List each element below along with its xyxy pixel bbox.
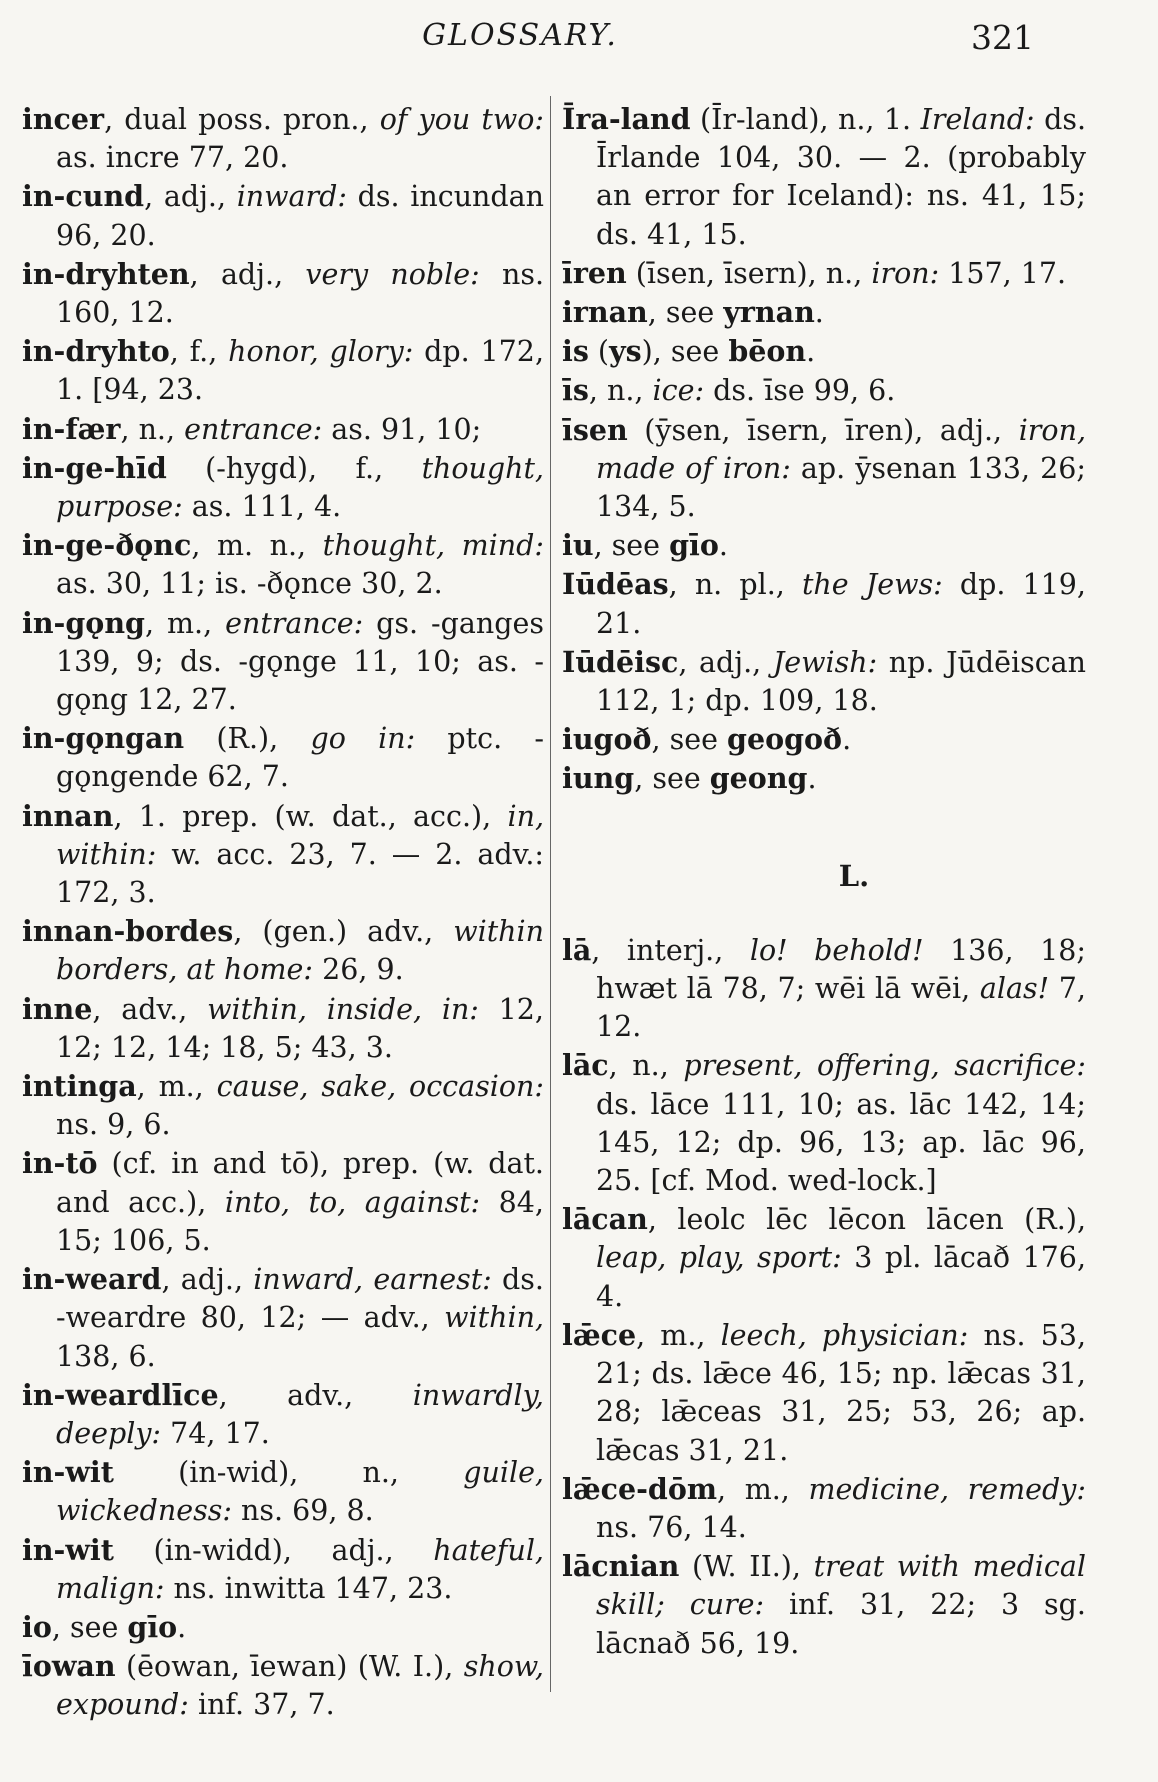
entry-gloss: thought, purpose: xyxy=(56,451,544,524)
l-entries xyxy=(562,931,1086,1663)
entry-text: as. 111, 4. xyxy=(182,490,342,524)
entry-text: , f., xyxy=(169,335,229,369)
glossary-entry xyxy=(562,332,1086,371)
entry-headword: lāc xyxy=(562,1048,609,1083)
entry-gloss: leap, play, sport: xyxy=(596,1241,842,1275)
entry-gloss: treat with medical skill; cure: xyxy=(596,1550,1086,1622)
entry-headword: īsen xyxy=(562,412,628,447)
glossary-entry xyxy=(22,177,544,254)
entry-headword: in-ge-hīd xyxy=(22,450,167,485)
entry-text: 74, 17. xyxy=(161,1416,270,1450)
glossary-entry xyxy=(562,293,1086,332)
entry-text: , n., xyxy=(120,412,185,446)
entry-gloss: honor, glory: xyxy=(228,335,414,369)
glossary-entry xyxy=(22,1376,544,1453)
entry-text: , adj., xyxy=(161,1263,254,1297)
entry-crossref: geong xyxy=(709,761,808,796)
entry-text: ds. Īrlande 104, 30. — 2. (probably an error for Iceland): ns. 41, 15; ds. 41, 15. xyxy=(596,103,1086,251)
glossary-entry xyxy=(562,720,1086,759)
entry-text: 84, 15; 106, 5. xyxy=(56,1185,544,1257)
glossary-entry xyxy=(22,449,544,526)
entry-headword: intinga xyxy=(22,1069,137,1104)
glossary-entry xyxy=(562,254,1086,293)
entry-gloss: hateful, malign: xyxy=(56,1533,544,1605)
entry-headword: lā xyxy=(562,932,592,967)
glossary-entry xyxy=(562,371,1086,410)
glossary-entry xyxy=(22,797,544,913)
entry-text: , (gen.) adv., xyxy=(233,915,454,949)
entry-text: 26, 9. xyxy=(313,953,404,987)
entry-headword: is xyxy=(562,334,589,369)
entry-headword: in-gǫngan xyxy=(22,721,185,756)
entry-gloss: within, inside, in: xyxy=(207,992,479,1026)
entry-crossref: geogoð xyxy=(727,722,843,757)
entry-text: , see xyxy=(647,296,724,330)
entry-text: . xyxy=(177,1610,187,1644)
entry-text: (ēowan, īewan) (W. I.), xyxy=(115,1650,464,1684)
entry-text: (in-wid), n., xyxy=(113,1456,464,1490)
glossary-entry xyxy=(22,1608,544,1647)
entry-gloss: medicine, remedy: xyxy=(808,1472,1086,1506)
entry-text: ds. incundan 96, 20. xyxy=(56,180,544,252)
entry-text: ds. -weardre 80, 12; — adv., xyxy=(56,1263,544,1335)
entry-text: ns. 53, 21; ds. lǣce 46, 15; np. lǣcas 31, 28; lǣceas 31, 25; 53, 26; ap. lǣcas 31, 21. xyxy=(596,1318,1087,1467)
glossary-entry xyxy=(562,1046,1086,1200)
glossary-entry xyxy=(562,411,1086,527)
entry-gloss: thought, mind: xyxy=(322,529,544,563)
glossary-entry xyxy=(562,1200,1086,1316)
entry-text: ( xyxy=(588,335,610,369)
glossary-entry xyxy=(22,604,544,720)
entry-text: 138, 6. xyxy=(56,1339,156,1373)
glossary-entry xyxy=(562,100,1086,254)
entry-text: , adv., xyxy=(218,1378,413,1412)
entry-headword: īowan xyxy=(22,1649,116,1684)
entry-text: ap. ȳsenan 133, 26; 134, 5. xyxy=(596,451,1086,524)
entry-headword: lācan xyxy=(562,1202,648,1237)
entry-headword: in-fær xyxy=(22,411,121,446)
glossary-entry xyxy=(562,1547,1086,1663)
entry-text: , m., xyxy=(636,1318,721,1352)
entry-crossref: bēon xyxy=(728,334,807,369)
entry-headword: Īra-land xyxy=(562,102,691,136)
glossary-entry xyxy=(562,759,1086,798)
entry-text: inf. 31, 22; 3 sg. lācnað 56, 19. xyxy=(596,1588,1086,1660)
entry-gloss: lo! behold! xyxy=(749,933,924,967)
entry-text: ds. īse 99, 6. xyxy=(704,374,896,408)
entry-text: . xyxy=(718,529,728,563)
glossary-entry xyxy=(562,565,1086,642)
entry-crossref: ys xyxy=(609,334,642,369)
entry-headword: in-wit xyxy=(22,1532,114,1567)
glossary-entry xyxy=(562,931,1086,1047)
page-number: 321 xyxy=(971,18,1034,57)
glossary-entry xyxy=(562,1316,1086,1470)
glossary-entry xyxy=(22,719,544,796)
entry-headword: innan xyxy=(22,798,114,833)
entry-text: ptc. -gǫngende 62, 7. xyxy=(56,722,544,794)
entry-gloss: present, offering, sacrifice: xyxy=(683,1049,1086,1083)
entry-text: (W. II.), xyxy=(679,1550,814,1584)
glossary-entry xyxy=(22,410,544,449)
entry-gloss: the Jews: xyxy=(801,568,943,602)
entry-text: , interj., xyxy=(591,933,750,967)
entry-headword: lācnian xyxy=(562,1549,680,1584)
entry-text: . xyxy=(806,335,816,369)
glossary-entry xyxy=(22,1647,544,1724)
entry-text: , m. n., xyxy=(191,529,323,563)
entry-text: 157, 17. xyxy=(939,256,1067,290)
entry-text: 136, 18; hwæt lā 78, 7; wēi lā wēi, xyxy=(596,933,1086,1006)
glossary-entry xyxy=(22,912,544,989)
entry-gloss: cause, sake, occasion: xyxy=(216,1070,544,1104)
entry-headword: lǣce xyxy=(562,1317,637,1352)
entry-headword: in-gǫng xyxy=(22,605,145,640)
entry-crossref: gīo xyxy=(127,1609,178,1644)
entry-headword: īren xyxy=(562,255,627,290)
entry-gloss: very noble: xyxy=(305,257,480,291)
glossary-entry xyxy=(22,1531,544,1608)
entry-text: ns. 69, 8. xyxy=(231,1494,374,1528)
entry-text: (in-widd), adj., xyxy=(113,1533,434,1567)
entry-gloss: within borders, at home: xyxy=(56,915,544,987)
entry-headword: io xyxy=(22,1609,52,1644)
entry-gloss: ice: xyxy=(652,374,705,408)
entry-text: (īsen, īsern), n., xyxy=(626,256,872,290)
entry-text: , see xyxy=(51,1610,128,1644)
entry-text: , m., xyxy=(136,1070,217,1104)
glossary-entry xyxy=(562,1470,1086,1547)
entry-text: , 1. prep. (w. dat., acc.), xyxy=(113,799,508,833)
entry-gloss: go in: xyxy=(310,722,416,756)
entry-text: as. incre 77, 20. xyxy=(56,141,289,175)
entry-text: w. acc. 23, 7. — 2. adv.: 172, 3. xyxy=(56,837,544,910)
entry-text: (ȳsen, īsern, īren), adj., xyxy=(627,413,1019,447)
entry-gloss: Ireland: xyxy=(920,103,1035,136)
entry-headword: iung xyxy=(562,761,635,796)
glossary-entry xyxy=(22,990,544,1067)
entry-headword: lǣce-dōm xyxy=(562,1471,718,1506)
entry-gloss: entrance: xyxy=(225,606,364,640)
entry-text: ns. 76, 14. xyxy=(596,1510,747,1544)
entry-text: 12, 12; 12, 14; 18, 5; 43, 3. xyxy=(56,992,544,1064)
right-column xyxy=(562,100,1086,1663)
entry-text: , adj., xyxy=(189,257,306,291)
entry-headword: incer xyxy=(22,102,105,136)
entry-gloss: within, xyxy=(444,1301,544,1335)
glossary-entry xyxy=(22,1453,544,1530)
glossary-entry xyxy=(22,100,544,177)
entry-text: , dual poss. pron., xyxy=(104,103,380,136)
entry-gloss: leech, physician: xyxy=(720,1318,969,1352)
entry-text: 3 pl. lācað 176, 4. xyxy=(596,1241,1086,1313)
entry-headword: innan-bordes xyxy=(22,914,234,949)
entry-gloss: guile, wickedness: xyxy=(56,1456,544,1528)
entry-text: ns. 160, 12. xyxy=(56,257,545,330)
entry-gloss: inwardly, deeply: xyxy=(56,1378,544,1450)
entry-text: (Īr-land), n., 1. xyxy=(690,103,921,136)
entry-headword: in-dryhten xyxy=(22,256,190,291)
entry-text: , m., xyxy=(717,1472,809,1506)
entry-text: , adj., xyxy=(144,180,237,214)
entry-gloss: Jewish: xyxy=(772,645,878,679)
left-column xyxy=(22,100,544,1725)
entry-text: ns. inwitta 147, 23. xyxy=(164,1571,453,1605)
entry-headword: īs xyxy=(562,373,589,408)
entry-gloss: alas! xyxy=(979,972,1050,1006)
entry-text: , adv., xyxy=(92,992,208,1026)
entry-headword: Iūdēas xyxy=(562,567,669,602)
entry-text: inf. 37, 7. xyxy=(188,1688,335,1722)
running-head xyxy=(0,18,1158,68)
entry-text: dp. 119, 21. xyxy=(596,568,1086,640)
glossary-entry xyxy=(22,526,544,603)
entry-headword: iu xyxy=(562,528,594,563)
glossary-entry xyxy=(562,643,1086,720)
entry-text: ds. lāce 111, 10; as. lāc 142, 14; 145, 12; dp. 96, 13; ap. lāc 96, 25. [cf. Mod. wed-lock.] xyxy=(596,1087,1086,1198)
entry-headword: iugoð xyxy=(562,722,652,757)
glossary-entry xyxy=(22,332,544,409)
entry-gloss: in, within: xyxy=(56,799,544,871)
entry-headword: in-wit xyxy=(22,1455,114,1490)
entry-headword: in-weard xyxy=(22,1262,162,1297)
entry-text: (cf. in and tō), prep. (w. dat. and acc.), xyxy=(56,1147,544,1219)
entry-text: ns. 9, 6. xyxy=(56,1108,171,1142)
entry-headword: in-weardlīce xyxy=(22,1377,219,1412)
entry-gloss: inward: xyxy=(236,180,348,214)
section-heading-l: L. xyxy=(838,858,870,893)
entry-text: , n. pl., xyxy=(668,568,802,602)
entry-headword: in-ge-ðǫnc xyxy=(22,528,192,563)
entry-text: gs. -ganges 139, 9; ds. -gǫnge 11, 10; as. -gǫng 12, 27. xyxy=(56,606,544,717)
entry-gloss: entrance: xyxy=(184,412,323,446)
entry-text: np. Jūdēiscan 112, 1; dp. 109, 18. xyxy=(596,645,1087,718)
entry-text: , n., xyxy=(608,1049,684,1083)
entry-headword: in-cund xyxy=(22,179,145,214)
entry-text: , see xyxy=(593,529,670,563)
entry-text: ), see xyxy=(641,335,729,369)
entry-text: , see xyxy=(634,762,710,796)
column-divider xyxy=(550,96,551,1692)
entry-text: . xyxy=(807,762,817,796)
i-entries xyxy=(562,100,1086,799)
entry-headword: in-tō xyxy=(22,1146,98,1181)
entry-text: . xyxy=(842,723,852,757)
entry-text: , m., xyxy=(144,606,226,640)
entry-headword: Iūdēisc xyxy=(562,644,679,679)
entry-headword: irnan xyxy=(562,295,648,330)
entry-gloss: inward, earnest: xyxy=(253,1263,492,1297)
entry-text: , n., xyxy=(588,374,653,408)
entry-headword: inne xyxy=(22,991,93,1026)
running-title: GLOSSARY. xyxy=(422,18,618,53)
glossary-entry xyxy=(22,1260,544,1376)
entry-gloss: of you two: xyxy=(379,103,544,136)
entry-text: . xyxy=(814,296,824,330)
glossary-entry xyxy=(562,526,1086,565)
entry-text: dp. 172, 1. [94, 23. xyxy=(56,335,545,407)
entry-text: as. 30, 11; is. -ðǫnce 30, 2. xyxy=(56,567,443,601)
glossary-entry xyxy=(22,1067,544,1144)
entry-gloss: into, to, against: xyxy=(224,1185,481,1219)
entry-gloss: iron: xyxy=(871,256,940,290)
entry-text: , leolc lēc lēcon lācen (R.), xyxy=(647,1203,1086,1237)
entry-text: as. 91, 10; xyxy=(322,412,482,446)
entry-crossref: gīo xyxy=(669,528,719,563)
entry-gloss: iron, made of iron: xyxy=(596,413,1086,485)
glossary-entry xyxy=(22,1144,544,1260)
entry-text: , see xyxy=(651,723,728,757)
entry-crossref: yrnan xyxy=(723,295,815,330)
entry-text: (-hygd), f., xyxy=(166,451,422,485)
glossary-entry xyxy=(22,255,544,332)
entry-text: , adj., xyxy=(678,645,773,679)
entry-text: (R.), xyxy=(184,722,311,756)
entry-gloss: show, expound: xyxy=(56,1650,544,1722)
entry-headword: in-dryhto xyxy=(22,334,170,369)
entry-text: 7, 12. xyxy=(596,972,1086,1044)
